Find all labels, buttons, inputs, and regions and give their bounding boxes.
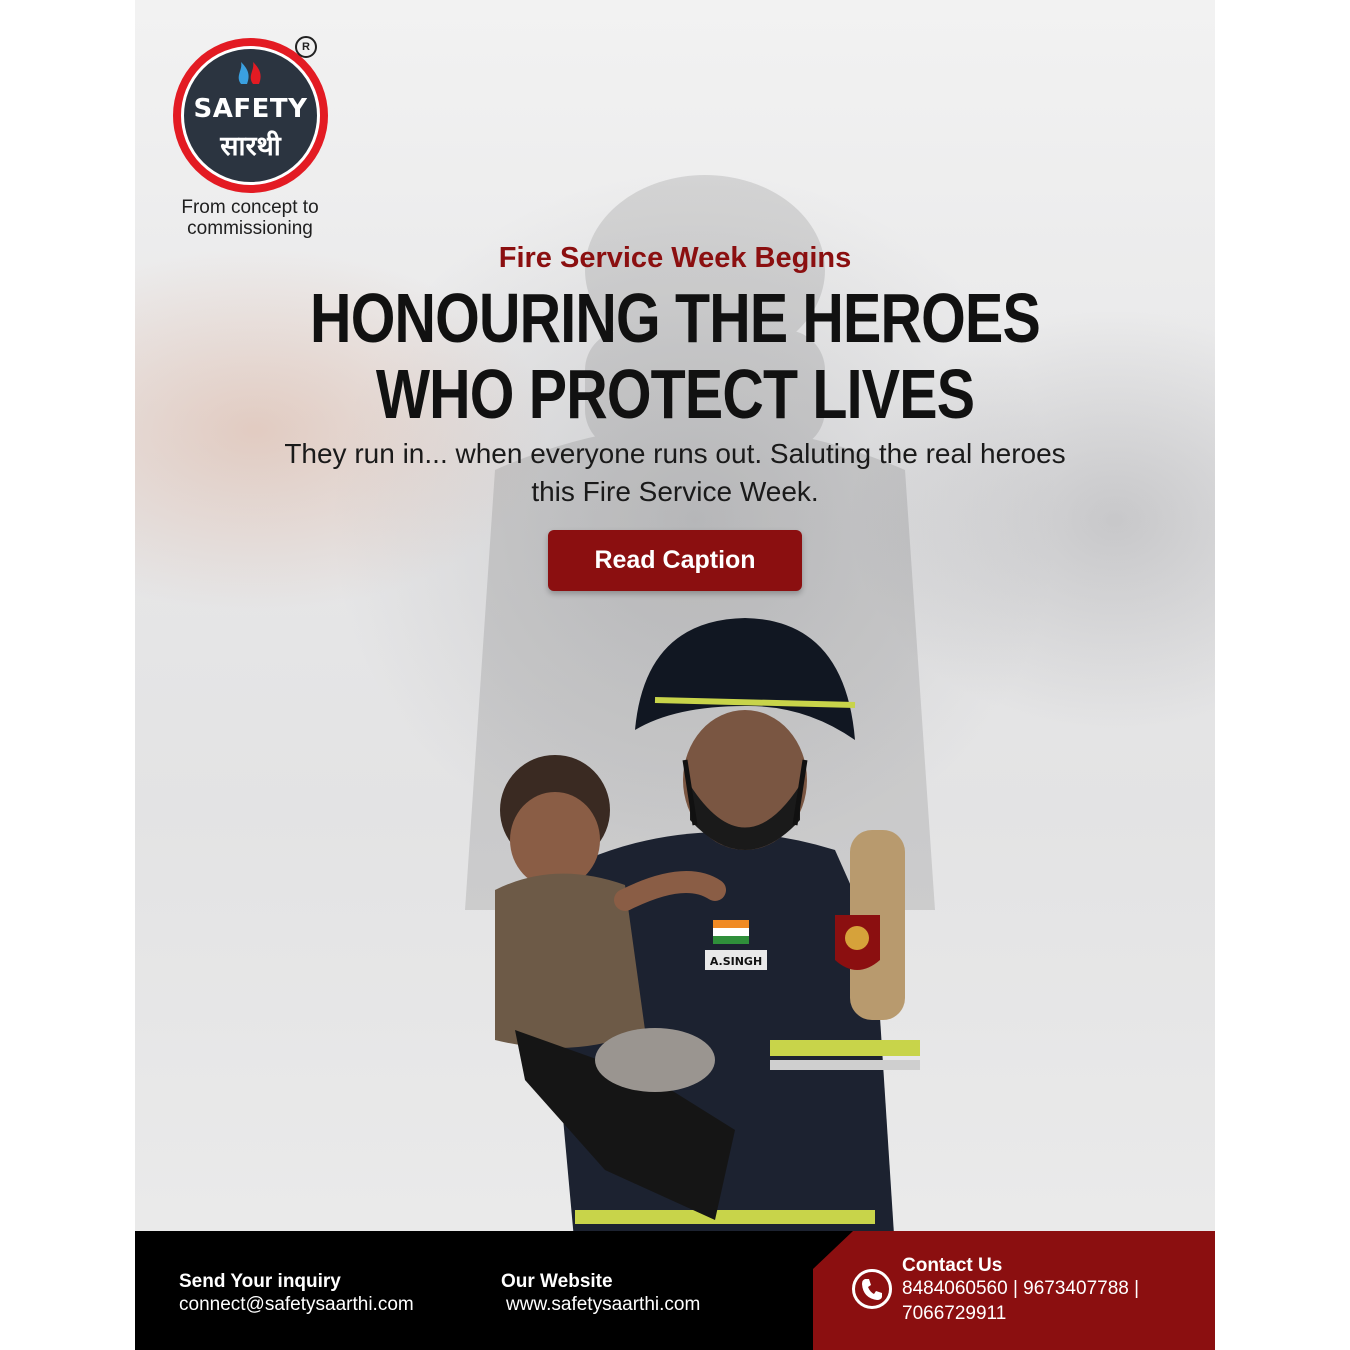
website-link[interactable]: www.safetysaarthi.com [506, 1294, 701, 1315]
phone-icon [852, 1269, 892, 1309]
logo-word-safety: SAFETY [193, 94, 308, 124]
name-tag-text: A.SINGH [709, 955, 763, 968]
contact-phone-numbers-2[interactable]: 7066729911 [902, 1303, 1007, 1324]
registered-mark: R [295, 36, 317, 58]
flame-mark-icon [235, 60, 267, 86]
firefighter-with-child-image [455, 610, 925, 1250]
contact-phone-numbers[interactable]: 8484060560 | 9673407788 | [902, 1278, 1140, 1299]
read-caption-button[interactable]: Read Caption [548, 530, 802, 591]
logo-word-saarthi: सारथी [220, 131, 281, 162]
kicker-text: Fire Service Week Begins [498, 242, 852, 274]
subtitle-text: They run in... when everyone runs out. Saluting the real heroes this Fire Service Week. [284, 438, 1066, 507]
poster [135, 0, 1215, 1350]
page-title: HONOURING THE HEROES WHO PROTECT LIVES [310, 279, 1040, 433]
brand-tagline: From concept to commissioning [181, 197, 319, 239]
contact-title: Contact Us [902, 1255, 1003, 1276]
inquiry-email-link[interactable]: connect@safetysaarthi.com [179, 1294, 414, 1315]
inquiry-title: Send Your inquiry [179, 1271, 341, 1292]
brand-logo [173, 38, 328, 193]
website-title: Our Website [501, 1271, 613, 1292]
